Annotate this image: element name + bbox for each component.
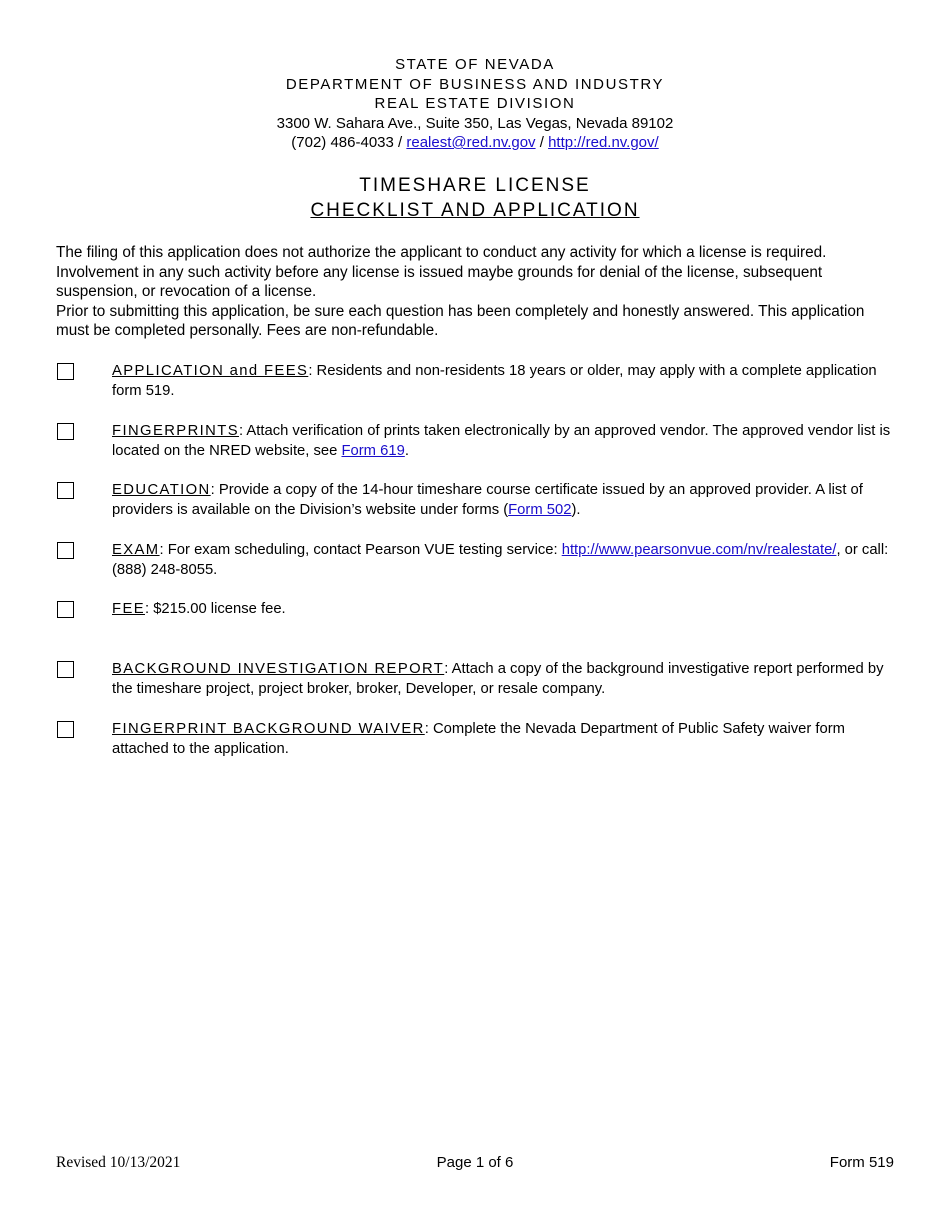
item-label: APPLICATION and FEES <box>112 363 309 379</box>
item-description: : $215.00 license fee. <box>144 601 286 618</box>
item-description: : Attach verification of prints taken electronically by an approved vendor. The approved vendor list is located on the NRED website, see <box>112 422 891 459</box>
contact-line <box>0 133 950 153</box>
intro-paragraph-2: Prior to submitting this application, be sure each question has been completely and honestly answered. This application must be completed personally. Fees are non-refundable. <box>56 302 865 339</box>
address: 3300 W. Sahara Ave., Suite 350, Las Vegas, Nevada 89102 <box>276 114 674 132</box>
checklist-item-fee <box>56 599 896 659</box>
phone: (702) 486-4033 <box>291 134 394 151</box>
department-name: DEPARTMENT OF BUSINESS AND INDUSTRY <box>285 75 665 93</box>
revision-date: Revised 10/13/2021 <box>56 1154 181 1171</box>
item-description: : Residents and non-residents 18 years or older, may apply with a complete application form 519. <box>112 363 877 399</box>
title-line-2-text: CHECKLIST AND APPLICATION <box>310 200 640 221</box>
checklist-item-exam <box>56 540 896 600</box>
item-description-end: , or call: (888) 248-8055. <box>112 541 889 578</box>
checkbox[interactable] <box>57 542 74 559</box>
form-502-link[interactable]: Form 502 <box>508 502 572 519</box>
checkbox[interactable] <box>57 721 74 738</box>
title-line-2 <box>0 198 950 223</box>
checkbox[interactable] <box>57 482 74 499</box>
checkbox[interactable] <box>57 601 74 618</box>
item-label: EDUCATION <box>112 482 211 499</box>
checklist-item-text <box>112 659 892 699</box>
checkbox[interactable] <box>57 661 74 678</box>
checklist <box>56 361 896 778</box>
email-link[interactable]: realest@red.nv.gov <box>406 134 536 151</box>
checklist-item-text <box>112 480 892 520</box>
document-title <box>0 173 950 223</box>
checkbox[interactable] <box>57 363 74 380</box>
state-name: STATE OF NEVADA <box>395 56 555 73</box>
checklist-item-text <box>112 361 892 401</box>
checklist-item-application <box>56 361 896 421</box>
checklist-item-text <box>112 599 892 619</box>
item-description: : Complete the Nevada Department of Public Safety waiver form attached to the application. <box>112 720 845 757</box>
item-label: FINGERPRINTS <box>112 422 239 439</box>
checklist-item-fingerprint-waiver <box>56 719 896 779</box>
checklist-item-education <box>56 480 896 540</box>
separator: / <box>398 134 403 151</box>
checklist-item-fingerprints <box>56 421 896 481</box>
form-619-link[interactable]: Form 619 <box>341 442 405 459</box>
intro-text <box>56 243 896 341</box>
checklist-item-text <box>112 421 892 461</box>
division-name: REAL ESTATE DIVISION <box>374 95 576 112</box>
intro-paragraph-1: The filing of this application does not authorize the applicant to conduct any activity for which a license is required. Involvement in any such activity before any license is issued maybe grounds for denial of the license, subsequent suspension, or revocation of a license. <box>56 244 827 300</box>
letterhead <box>0 55 950 153</box>
item-description: : For exam scheduling, contact Pearson VUE testing service: <box>159 541 562 558</box>
item-label: FINGERPRINT BACKGROUND WAIVER <box>112 720 425 737</box>
checklist-item-text <box>112 540 892 580</box>
separator: / <box>539 134 544 151</box>
item-label: EXAM <box>112 541 160 558</box>
checkbox[interactable] <box>57 423 74 440</box>
page-footer <box>56 1154 894 1174</box>
item-description: : Provide a copy of the 14-hour timeshare course certificate issued by an approved provider. A list of providers is available on the Division’s website under forms ( <box>112 482 863 519</box>
item-label: FEE <box>112 601 145 618</box>
page-number: Page 1 of 6 <box>436 1154 514 1171</box>
checklist-item-background-report <box>56 659 896 719</box>
item-description-end: . <box>404 442 409 459</box>
title-line-1: TIMESHARE LICENSE <box>359 175 591 196</box>
pearson-vue-link[interactable]: http://www.pearsonvue.com/nv/realestate/ <box>561 541 837 558</box>
item-label: BACKGROUND INVESTIGATION REPORT <box>112 660 445 677</box>
item-description-end: ). <box>571 502 581 519</box>
checklist-item-text <box>112 719 892 759</box>
form-number: Form 519 <box>829 1154 894 1171</box>
website-link[interactable]: http://red.nv.gov/ <box>548 134 659 151</box>
item-description: : Attach a copy of the background investigative report performed by the timeshare project, project broker, broker, Developer, or resale company. <box>112 660 884 697</box>
